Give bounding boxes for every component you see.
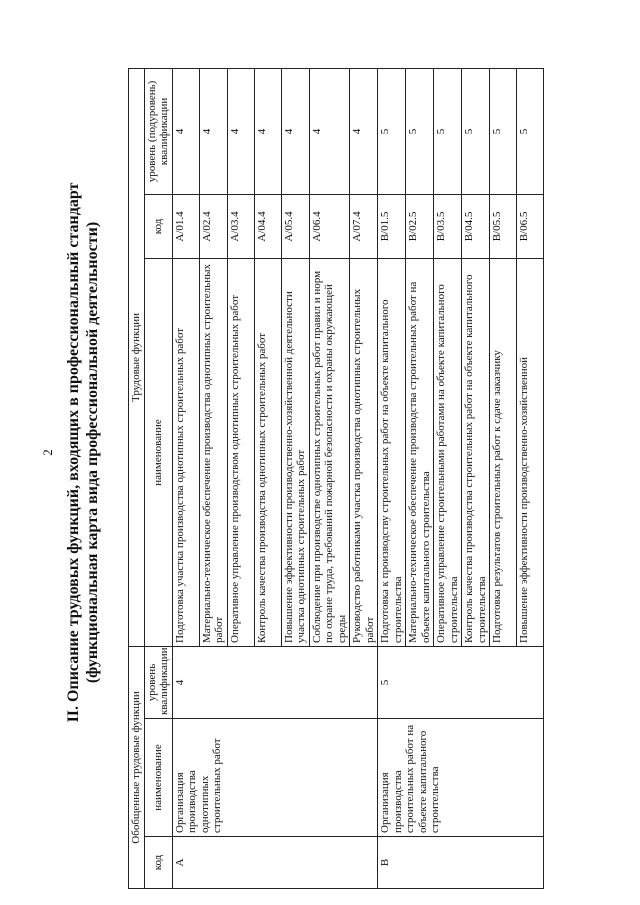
table-group-header-row — [129, 68, 145, 888]
labor-function-code: A/01.4 — [172, 194, 199, 258]
labor-function-code: B/02.5 — [406, 194, 434, 258]
labor-function-name: Соблюдение при производстве однотипных строительных работ правил и норм по охране труда, требований пожарной безопасности и охраны окружающей среды — [309, 258, 350, 646]
labor-function-name: Подготовка участка производства однотипных строительных работ — [172, 258, 199, 646]
section-title — [64, 0, 102, 905]
fn-code-header: код — [144, 194, 172, 258]
labor-functions-header: Трудовые функции — [129, 68, 145, 646]
labor-function-name: Контроль качества производства однотипных строительных работ — [254, 258, 281, 646]
gen-name-header: наименование — [144, 719, 172, 837]
labor-function-level: 4 — [281, 68, 309, 194]
labor-function-level: 4 — [199, 68, 227, 194]
fn-name-header: наименование — [144, 258, 172, 646]
labor-function-level: 5 — [490, 68, 517, 194]
generalized-function-code: A — [172, 837, 378, 889]
generalized-functions-header: Обобщенные трудовые функции — [129, 646, 145, 888]
generalized-function-name: Организация производства однотипных строительных работ — [172, 719, 378, 837]
generalized-function-level: 4 — [172, 646, 378, 718]
fn-level-header: уровень (подуровень) квалификации — [144, 68, 172, 194]
labor-function-level: 5 — [378, 68, 406, 194]
labor-function-code: B/05.5 — [490, 194, 517, 258]
labor-function-name: Материально-техническое обеспечение производства строительных работ на объекте капитального строительства — [406, 258, 434, 646]
table-row — [172, 68, 199, 888]
labor-function-code: B/03.5 — [434, 194, 462, 258]
labor-function-level: 4 — [227, 68, 254, 194]
labor-function-level: 4 — [350, 68, 378, 194]
labor-function-name: Оперативное управление строительными работами на объекте капитального строительства — [434, 258, 462, 646]
labor-function-level: 5 — [517, 68, 544, 194]
labor-function-name: Повышение эффективности производственно-хозяйственной деятельности участка однотипных строительных работ — [281, 258, 309, 646]
labor-function-name: Руководство работниками участка производства однотипных строительных работ — [350, 258, 378, 646]
functional-map-table — [128, 68, 544, 889]
labor-function-name: Материально-техническое обеспечение производства однотипных строительных работ — [199, 258, 227, 646]
labor-function-level: 4 — [172, 68, 199, 194]
labor-function-name: Подготовка результатов строительных работ к сдаче заказчику — [490, 258, 517, 646]
generalized-function-level: 5 — [378, 646, 544, 718]
labor-function-code: A/03.4 — [227, 194, 254, 258]
labor-function-level: 5 — [462, 68, 490, 194]
labor-function-level: 5 — [406, 68, 434, 194]
labor-function-level: 4 — [309, 68, 350, 194]
labor-function-name: Контроль качества производства строительных работ на объекте капитального строительства — [462, 258, 490, 646]
labor-function-code: A/06.4 — [309, 194, 350, 258]
page-number: 2 — [40, 449, 55, 456]
labor-function-name: Оперативное управление производством однотипных строительных работ — [227, 258, 254, 646]
table-column-header-row — [144, 68, 172, 888]
labor-function-code: A/02.4 — [199, 194, 227, 258]
gen-level-header: уровень квалификации — [144, 646, 172, 718]
labor-function-code: B/04.5 — [462, 194, 490, 258]
labor-function-level: 4 — [254, 68, 281, 194]
table-body — [172, 68, 544, 888]
table-row — [378, 68, 406, 888]
section-title-line-1: II. Описание трудовых функций, входящих в профессиональный стандарт — [65, 182, 82, 723]
labor-function-name: Подготовка к производству строительных работ на объекте капитального строительства — [378, 258, 406, 646]
labor-function-code: A/05.4 — [281, 194, 309, 258]
labor-function-level: 5 — [434, 68, 462, 194]
labor-function-code: A/07.4 — [350, 194, 378, 258]
labor-function-code: B/06.5 — [517, 194, 544, 258]
generalized-function-code: B — [378, 837, 544, 889]
generalized-function-name: Организация производства строительных работ на объекте капитального строительства — [378, 719, 544, 837]
labor-function-code: A/04.4 — [254, 194, 281, 258]
section-title-line-2: (функциональная карта вида профессиональной деятельности) — [84, 221, 101, 684]
labor-function-name: Повышение эффективности производственно-хозяйственной — [517, 258, 544, 646]
gen-code-header: код — [144, 837, 172, 889]
labor-function-code: B/01.5 — [378, 194, 406, 258]
